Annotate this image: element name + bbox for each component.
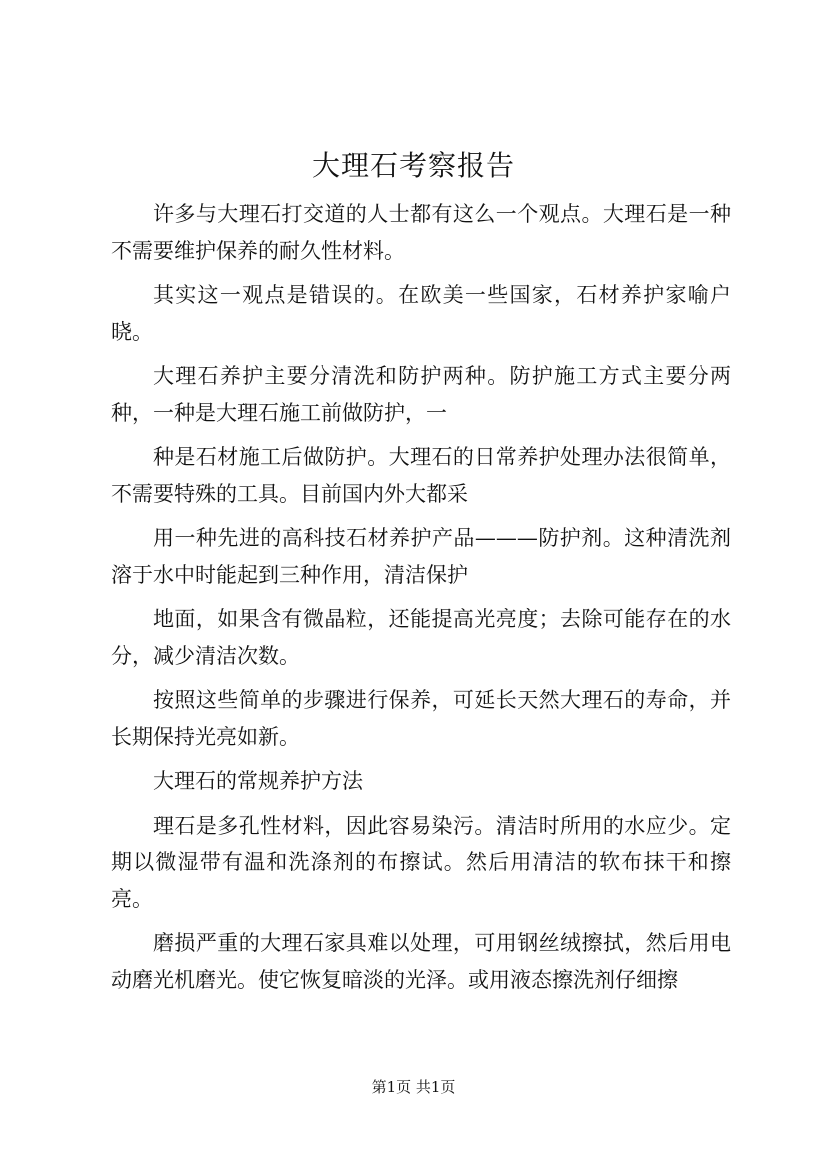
paragraph-4: 种是石材施工后做防护。大理石的日常养护处理办法很简单，不需要特殊的工具。目前国内外大都采 — [111, 445, 731, 506]
document-body — [111, 196, 731, 1006]
paragraph-1: 许多与大理石打交道的人士都有这么一个观点。大理石是一种不需要维护保养的耐久性材料。 — [111, 202, 731, 263]
page-number-footer: 第1页 共1页 — [371, 1078, 456, 1096]
section-heading: 大理石的常规养护方法 — [153, 769, 363, 793]
paragraph-9: 磨损严重的大理石家具难以处理，可用钢丝绒擦拭，然后用电动磨光机磨光。使它恢复暗淡的光泽。或用液态擦洗剂仔细擦 — [111, 931, 731, 992]
paragraph-2: 其实这一观点是错误的。在欧美一些国家，石材养护家喻户晓。 — [111, 283, 731, 344]
paragraph-7: 按照这些简单的步骤进行保养，可延长天然大理石的寿命，并长期保持光亮如新。 — [111, 688, 731, 749]
paragraph-6: 地面，如果含有微晶粒，还能提高光亮度；去除可能存在的水分，减少清洁次数。 — [111, 607, 731, 668]
document-title: 大理石考察报告 — [311, 149, 515, 182]
paragraph-5: 用一种先进的高科技石材养护产品———防护剂。这种清洗剂溶于水中时能起到三种作用，清洁保护 — [111, 526, 731, 587]
paragraph-3: 大理石养护主要分清洗和防护两种。防护施工方式主要分两种，一种是大理石施工前做防护，一 — [111, 364, 731, 425]
paragraph-8: 理石是多孔性材料，因此容易染污。清洁时所用的水应少。定期以微湿带有温和洗涤剂的布擦试。然后用清洁的软布抹干和擦亮。 — [111, 813, 731, 911]
